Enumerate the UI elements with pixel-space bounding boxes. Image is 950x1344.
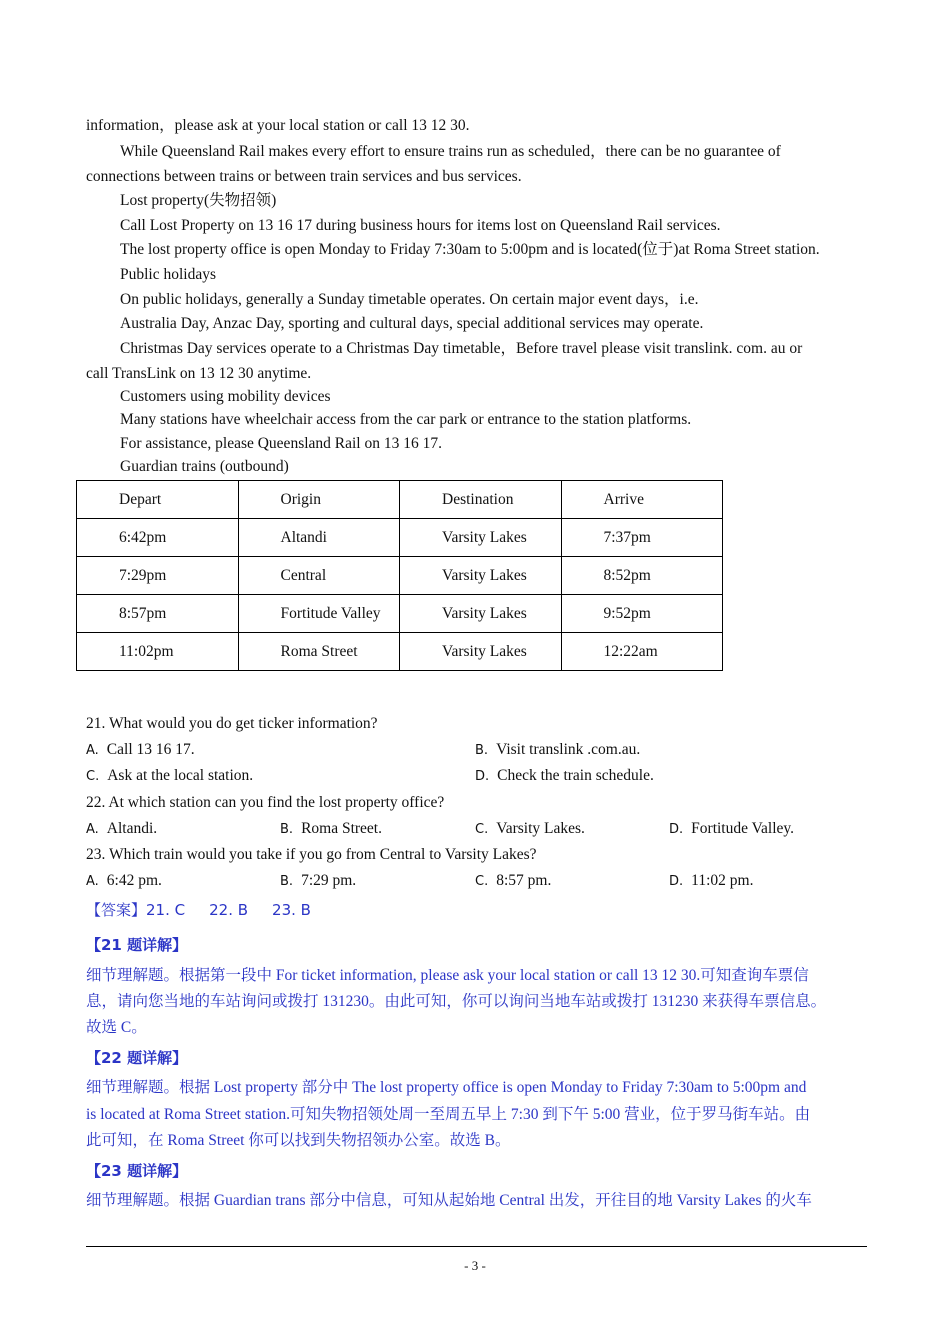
table-cell: 8:52pm [561, 557, 723, 595]
table-cell: 7:37pm [561, 519, 723, 557]
question-23-option-c [475, 871, 551, 892]
answer-23: 23. B [272, 901, 311, 919]
timetable [76, 480, 723, 671]
table-cell: Roma Street [238, 633, 400, 671]
option-text: Roma Street. [301, 820, 382, 837]
section-heading-guardian-trains: Guardian trains (outbound) [120, 458, 289, 475]
table-row [77, 519, 723, 557]
table-cell: Varsity Lakes [400, 519, 562, 557]
option-letter: C. [475, 822, 489, 837]
table-row [77, 595, 723, 633]
table-header-cell: Origin [238, 481, 400, 519]
section-heading-lost-property: Lost property(失物招领) [120, 192, 277, 209]
table-cell: Varsity Lakes [400, 633, 562, 671]
answer-label: 【答案】 [86, 901, 147, 919]
explanation-line: 细节理解题。根据 Lost property 部分中 The lost property office is open Monday to Friday 7:30am to 5:00pm and [86, 1079, 807, 1096]
explanation-line: 细节理解题。根据第一段中 For ticket information, please ask your local station or call 13 12 30.可知查询车票信 [86, 967, 809, 984]
option-text: 7:29 pm. [301, 872, 357, 889]
passage-line: Christmas Day services operate to a Christmas Day timetable，Before travel please visit translink. com. au or [120, 340, 803, 357]
question-22-stem: 22. At which station can you find the lost property office? [86, 794, 445, 811]
section-heading-public-holidays: Public holidays [120, 266, 217, 283]
explanation-line: 息，请向您当地的车站询问或拨打 131230。由此可知，你可以询问当地车站或拨打 131230 来获得车票信息。 [86, 993, 827, 1010]
table-cell: Varsity Lakes [400, 557, 562, 595]
explanation-23-heading: 【23 题详解】 [86, 1162, 188, 1180]
table-row [77, 633, 723, 671]
question-23-option-b [280, 871, 356, 892]
question-22-option-d [669, 819, 794, 840]
option-text: 8:57 pm. [496, 872, 552, 889]
page-number: - 3 - [464, 1258, 486, 1273]
table-cell: 9:52pm [561, 595, 723, 633]
passage-line: For assistance, please Queensland Rail on 13 16 17. [120, 435, 442, 452]
option-letter: D. [669, 822, 684, 837]
question-22-option-c [475, 819, 585, 840]
question-21-option-c [86, 766, 253, 787]
passage-line: connections between trains or between train services and bus services. [86, 168, 522, 185]
option-text: Varsity Lakes. [496, 820, 585, 837]
table-row [77, 557, 723, 595]
question-21-option-a [86, 740, 195, 761]
section-heading-mobility: Customers using mobility devices [120, 388, 331, 405]
option-text: Ask at the local station. [107, 767, 254, 784]
option-text: Altandi. [106, 820, 158, 837]
question-21-stem: 21. What would you do get ticker information? [86, 715, 378, 732]
answer-21: 21. C [146, 901, 186, 919]
explanation-21-heading: 【21 题详解】 [86, 936, 188, 954]
question-22-option-b [280, 819, 382, 840]
option-text: Check the train schedule. [497, 767, 654, 784]
footer-divider [86, 1246, 867, 1247]
question-21-option-d [475, 766, 654, 787]
explanation-line: 此可知，在 Roma Street 你可以找到失物招领办公室。故选 B。 [86, 1132, 511, 1149]
passage-line: While Queensland Rail makes every effort to ensure trains run as scheduled，there can be no guarantee of [120, 143, 781, 160]
table-cell: 7:29pm [77, 557, 239, 595]
answer-22: 22. B [209, 901, 249, 919]
passage-line: The lost property office is open Monday to Friday 7:30am to 5:00pm and is located(位于)at Roma Street station. [120, 241, 820, 258]
explanation-line: 细节理解题。根据 Guardian trans 部分中信息，可知从起始地 Central 出发，开往目的地 Varsity Lakes 的火车 [86, 1192, 812, 1209]
option-letter: A. [86, 874, 99, 889]
option-text: Call 13 16 17. [106, 741, 195, 758]
table-cell: Altandi [238, 519, 400, 557]
table-cell: Varsity Lakes [400, 595, 562, 633]
question-23-stem: 23. Which train would you take if you go from Central to Varsity Lakes? [86, 846, 537, 863]
table-header-cell: Arrive [561, 481, 723, 519]
option-letter: A. [86, 822, 99, 837]
question-23-option-a [86, 871, 162, 892]
option-letter: B. [475, 743, 489, 758]
passage-line: information，please ask at your local station or call 13 12 30. [86, 117, 470, 134]
table-cell: 11:02pm [77, 633, 239, 671]
option-letter: C. [475, 874, 489, 889]
option-letter: D. [475, 769, 490, 784]
table-header-cell: Destination [400, 481, 562, 519]
table-cell: Fortitude Valley [238, 595, 400, 633]
table-header-row [77, 481, 723, 519]
table-header-cell: Depart [77, 481, 239, 519]
passage-line: On public holidays, generally a Sunday timetable operates. On certain major event days，i.e. [120, 291, 699, 308]
explanation-line: 故选 C。 [86, 1019, 147, 1036]
question-22-option-a [86, 819, 157, 840]
option-letter: B. [280, 874, 294, 889]
option-letter: D. [669, 874, 684, 889]
table-cell: 6:42pm [77, 519, 239, 557]
table-cell: 8:57pm [77, 595, 239, 633]
passage-line: Australia Day, Anzac Day, sporting and cultural days, special additional services may operate. [120, 315, 704, 332]
table-cell: Central [238, 557, 400, 595]
option-text: 6:42 pm. [106, 872, 162, 889]
option-text: 11:02 pm. [691, 872, 754, 889]
table-cell: 12:22am [561, 633, 723, 671]
answer-key [86, 900, 311, 920]
option-letter: B. [280, 822, 294, 837]
passage-line: Many stations have wheelchair access from the car park or entrance to the station platforms. [120, 411, 692, 428]
explanation-line: is located at Roma Street station.可知失物招领处周一至周五早上 7:30 到下午 5:00 营业，位于罗马街车站。由 [86, 1106, 811, 1123]
option-letter: A. [86, 743, 99, 758]
option-letter: C. [86, 769, 100, 784]
explanation-22-heading: 【22 题详解】 [86, 1049, 188, 1067]
option-text: Visit translink .com.au. [496, 741, 641, 758]
passage-line: call TransLink on 13 12 30 anytime. [86, 365, 312, 382]
question-21-option-b [475, 740, 640, 761]
question-23-option-d [669, 871, 753, 892]
option-text: Fortitude Valley. [691, 820, 795, 837]
passage-line: Call Lost Property on 13 16 17 during business hours for items lost on Queensland Rail services. [120, 217, 721, 234]
